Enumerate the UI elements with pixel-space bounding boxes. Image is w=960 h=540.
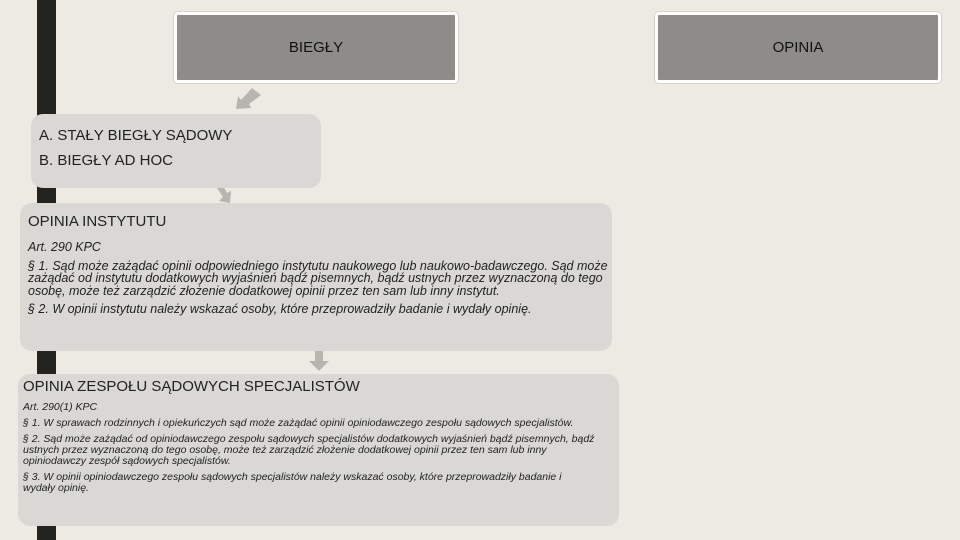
expert-types-card: [31, 114, 321, 188]
team-title: OPINIA ZESPOŁU SĄDOWYCH SPECJALISTÓW: [23, 378, 360, 395]
team-paragraph-1: § 1. W sprawach rodzinnych i opiekuńczych sąd może zażądać opinii opiniodawczego zespołu sądowych specjalistów.: [23, 417, 574, 429]
expert-type-a: A. STAŁY BIEGŁY SĄDOWY: [39, 127, 233, 144]
opinia-header-label: OPINIA: [772, 39, 824, 56]
institute-paragraph-2: § 2. W opinii instytutu należy wskazać osoby, które przeprowadziły badanie i wydały opinię.: [28, 302, 532, 316]
institute-paragraph-1: § 1. Sąd może zażądać opinii odpowiedniego instytutu naukowego lub naukowo-badawczego. Sąd może zażądać od instytutu dodatkowych wyjaśnień bądź pisemnych, bądź ustnych przez wyznaczoną do tego osobę, może też zarządzić złożenie dodatkowej opinii przez ten sam lub inny instytut.: [28, 258, 608, 298]
arrow-down-right-icon: [214, 185, 238, 205]
team-article: Art. 290(1) KPC: [23, 401, 98, 413]
institute-article: Art. 290 KPC: [28, 240, 101, 254]
team-paragraph-3: § 3. W opinii opiniodawczego zespołu sądowych specjalistów należy wskazać osoby, które przeprowadziły badanie i wydały opinię.: [23, 471, 562, 494]
expert-type-b: B. BIEGŁY AD HOC: [39, 152, 173, 169]
opinia-header-box: [655, 12, 941, 83]
biegly-header-label: BIEGŁY: [288, 39, 344, 56]
institute-title: OPINIA INSTYTUTU: [28, 213, 167, 230]
arrow-down-left-icon: [232, 86, 266, 112]
team-paragraph-2: § 2. Sąd może zażądać od opiniodawczego zespołu sądowych specjalistów dodatkowych wyjaśnień bądź pisemnych, bądź ustnych przez wyznaczoną do tego osobę, może też zarządzić złożenie dodatkowej opinii przez ten sam lub inny opiniodawczy zespół sądowych specjalistów.: [23, 433, 595, 467]
team-opinion-card: [18, 374, 619, 526]
institute-opinion-card: [20, 203, 612, 351]
biegly-header-box: [174, 12, 458, 83]
arrow-down-icon: [306, 348, 332, 374]
